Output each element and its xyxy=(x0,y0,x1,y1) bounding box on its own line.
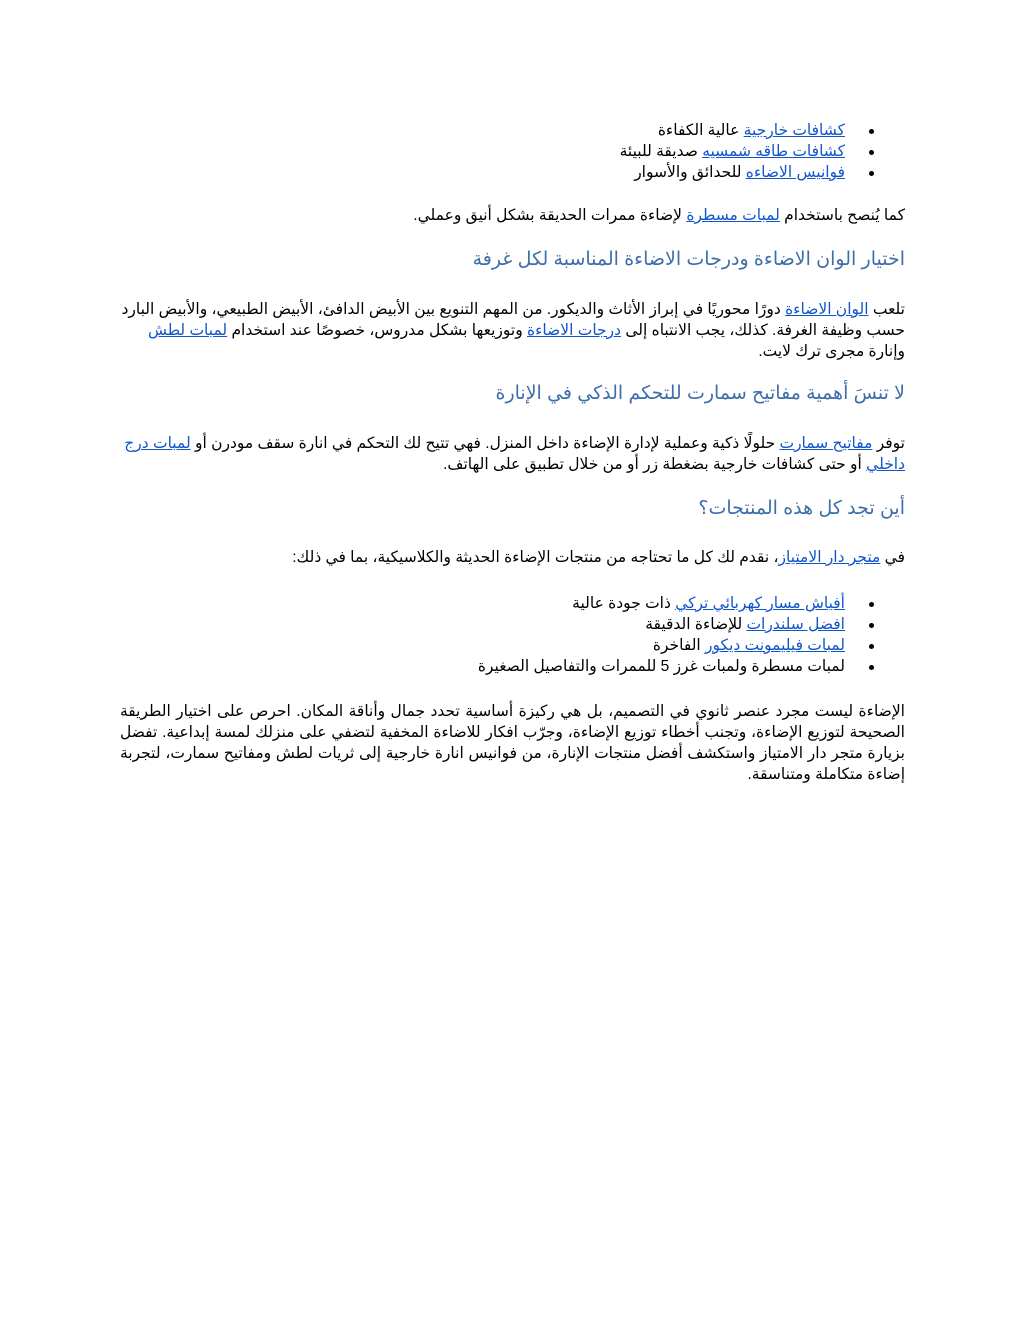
document-page xyxy=(120,112,905,785)
outdoor-lighting-list xyxy=(120,120,905,183)
smart-switches-heading: لا تنسَ أهمية مفاتيح سمارت للتحكم الذكي في الإنارة xyxy=(495,383,905,404)
colors-section-heading: اختيار الوان الاضاءة ودرجات الاضاءة المناسبة لكل غرفة xyxy=(472,249,905,270)
list-item-text: للحدائق والأسوار xyxy=(634,164,746,181)
track-sockets-link[interactable]: أفياش مسار كهربائي تركي xyxy=(675,595,845,612)
paragraph-text: وتوزيعها بشكل مدروس، خصوصًا عند استخدام xyxy=(227,322,527,339)
lighting-degrees-link[interactable]: درجات الاضاءة xyxy=(527,322,622,339)
paragraph-text: كما يُنصح باستخدام xyxy=(779,207,905,224)
where-to-find-heading: أين تجد كل هذه المنتجات؟ xyxy=(698,498,905,519)
smart-switches-paragraph xyxy=(120,433,905,475)
linear-lamps-paragraph xyxy=(120,205,905,226)
smart-switches-link[interactable]: مفاتيح سمارت xyxy=(779,435,873,452)
list-item-text: للإضاءة الدقيقة xyxy=(645,616,747,633)
solar-floodlights-link[interactable]: كشافات طاقه شمسيه xyxy=(702,143,845,160)
list-item xyxy=(120,593,845,614)
filament-decor-lamps-link[interactable]: لمبات فيليمونت ديكور xyxy=(705,637,845,654)
paragraph-text: تلعب xyxy=(868,301,905,318)
list-item-text: ذات جودة عالية xyxy=(572,595,676,612)
products-list xyxy=(120,593,905,677)
conclusion-paragraph: الإضاءة ليست مجرد عنصر ثانوي في التصميم، بل هي ركيزة أساسية تحدد جمال وأناقة المكان. احرص على اختيار الطريقة الصحيحة لتوزيع الإضاءة، وتجنب أخطاء توزيع الإضاءة، وجرّب افكار للاضاءة المخفية لتضفي على منزلك لمسة إبداعية. تفضل بزيارة متجر دار الامتياز واستكشف أفضل منتجات الإنارة، من فوانيس انارة خارجية إلى ثريات لطش ومفاتيح سمارت، لتجربة إضاءة متكاملة ومتناسقة. xyxy=(120,703,905,783)
paragraph-text: في xyxy=(880,549,905,566)
list-item xyxy=(120,162,845,183)
paragraph-text: دورًا محوريًا في إبراز الأثاث والديكور. من المهم التنويع بين الأبيض الدافئ، الأبيض الطبيعي، والأبيض البارد حسب وظيفة الغرفة. كذلك، يجب الانتباه إلى xyxy=(121,301,905,339)
paragraph-text: أو حتى كشافات خارجية بضغطة زر أو من خلال تطبيق على الهاتف. xyxy=(443,456,867,473)
store-link[interactable]: متجر دار الامتياز xyxy=(778,549,881,566)
paragraph-text: لإضاءة ممرات الحديقة بشكل أنيق وعملي. xyxy=(413,207,687,224)
paragraph-text: حلولًا ذكية وعملية لإدارة الإضاءة داخل المنزل. فهي تتيح لك التحكم في انارة سقف مودرن أو xyxy=(190,435,780,452)
list-item xyxy=(120,141,845,162)
list-item xyxy=(120,635,845,656)
lighting-colors-link[interactable]: الوان الاضاءة xyxy=(785,301,869,318)
list-item-text: الفاخرة xyxy=(652,637,706,654)
spot-lamps-link[interactable]: لمبات لطش xyxy=(147,322,228,339)
paragraph-text: وإنارة مجرى ترك لايت. xyxy=(758,343,905,360)
colors-paragraph xyxy=(120,299,905,362)
list-item-text: لمبات مسطرة ولمبات غرز 5 للممرات والتفاصيل الصغيرة xyxy=(477,658,845,675)
store-paragraph xyxy=(120,547,905,568)
paragraph-text: ، نقدم لك كل ما تحتاجه من منتجات الإضاءة الحديثة والكلاسيكية، بما في ذلك: xyxy=(292,549,779,566)
paragraph-text: توفر xyxy=(872,435,905,452)
list-item xyxy=(120,120,845,141)
list-item xyxy=(120,614,845,635)
list-item-text: صديقة للبيئة xyxy=(619,143,703,160)
list-item-text: عالية الكفاءة xyxy=(657,122,744,139)
best-cylinders-link[interactable]: افضل سلندرات xyxy=(746,616,845,633)
indoor-stair-lamps-link[interactable]: لمبات درج داخلي xyxy=(124,435,905,473)
linear-lamps-link[interactable]: لمبات مسطرة xyxy=(686,207,780,224)
outdoor-floodlights-link[interactable]: كشافات خارجية xyxy=(743,122,845,139)
lighting-lanterns-link[interactable]: فوانيس الاضاءه xyxy=(745,164,845,181)
list-item xyxy=(120,656,845,677)
